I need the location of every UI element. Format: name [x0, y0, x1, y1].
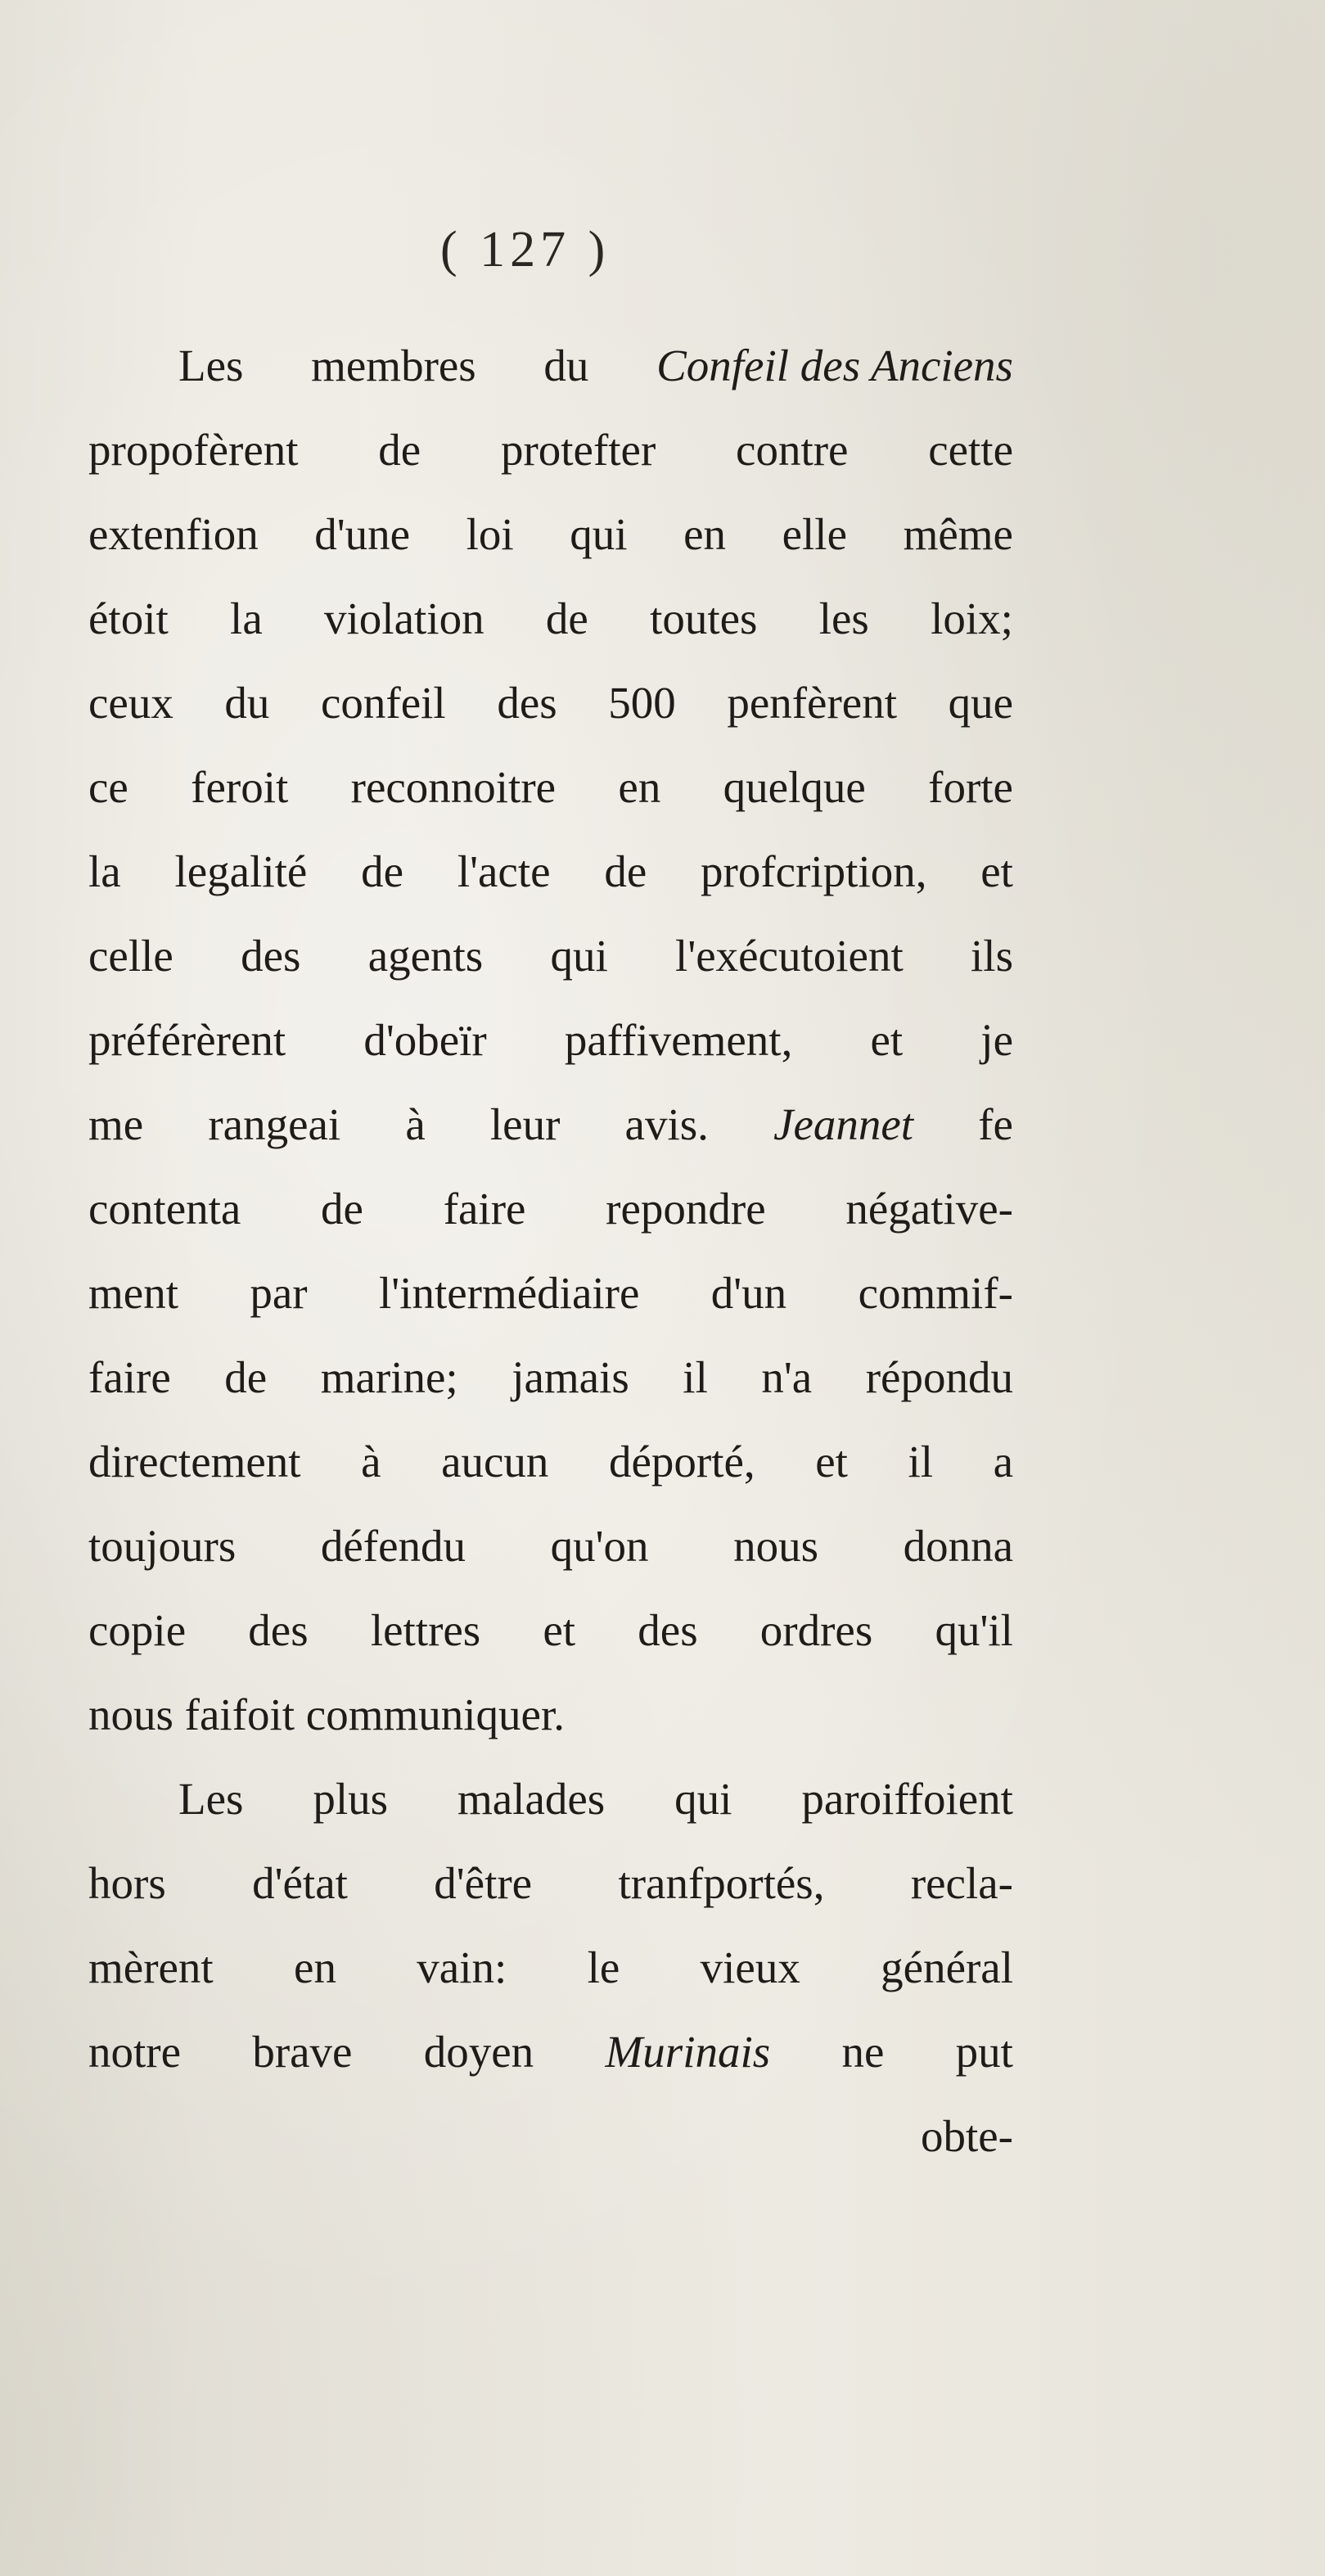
- word: étoit: [88, 593, 169, 643]
- word: qui: [570, 509, 628, 559]
- word: même: [903, 509, 1013, 559]
- word: vain:: [417, 1942, 507, 1992]
- text-line: [88, 745, 1013, 829]
- text-line: [88, 1588, 1013, 1672]
- text-line: [88, 576, 1013, 661]
- word: aucun: [441, 1437, 549, 1487]
- word: déporté,: [608, 1437, 755, 1487]
- word: l'intermédiaire: [379, 1268, 640, 1318]
- word: qui: [550, 931, 608, 981]
- word: faire: [443, 1184, 526, 1234]
- word: répondu: [865, 1352, 1013, 1402]
- word: qu'il: [935, 1605, 1013, 1655]
- word: toutes: [650, 593, 758, 643]
- word: penfèrent: [727, 678, 897, 728]
- word: des: [638, 1605, 698, 1655]
- text-line: [88, 492, 1013, 576]
- word: confeil: [321, 678, 446, 728]
- word: d'un: [710, 1268, 787, 1318]
- word: l'acte: [457, 846, 551, 896]
- word: rangeai: [208, 1099, 341, 1149]
- text-line: [88, 323, 1013, 408]
- word: de: [604, 846, 647, 896]
- word: nous faifoit communiquer.: [88, 1690, 565, 1739]
- word: 500: [608, 678, 676, 728]
- word: qui: [674, 1774, 732, 1824]
- word: marine;: [320, 1352, 458, 1402]
- word: hors: [88, 1858, 166, 1908]
- word: et: [543, 1605, 576, 1655]
- word: négative-: [845, 1184, 1013, 1234]
- word: d'une: [314, 509, 411, 559]
- word: copie: [88, 1605, 187, 1655]
- text-line: [88, 1841, 1013, 1925]
- word: l'exécutoient: [675, 931, 904, 981]
- word: cette: [928, 425, 1013, 475]
- word: propofèrent: [88, 425, 299, 475]
- word: faire: [88, 1352, 171, 1402]
- text-line: [88, 998, 1013, 1082]
- word: elle: [782, 509, 847, 559]
- word: des: [241, 931, 301, 981]
- word: les: [818, 593, 869, 643]
- word: en: [618, 762, 661, 812]
- catchword: obte-: [920, 2111, 1013, 2161]
- text-line: [88, 661, 1013, 745]
- word: brave: [252, 2027, 353, 2077]
- word: et: [980, 846, 1013, 896]
- word: vieux: [700, 1942, 800, 1992]
- word: il: [683, 1352, 708, 1402]
- word: leur: [489, 1099, 561, 1149]
- paragraph: [88, 323, 1013, 1757]
- text-line: [88, 1166, 1013, 1251]
- word: à: [361, 1437, 381, 1487]
- word: Les: [178, 1774, 244, 1824]
- word: contre: [736, 425, 849, 475]
- text-line: [88, 1504, 1013, 1588]
- word: contenta: [88, 1184, 241, 1234]
- paragraph: [88, 1757, 1013, 2094]
- text-line: [88, 1757, 1013, 1841]
- word: jamais: [512, 1352, 629, 1402]
- word: du: [224, 678, 270, 728]
- page-number: ( 127 ): [440, 222, 611, 277]
- word: recla-: [910, 1858, 1013, 1908]
- word: la: [230, 593, 263, 643]
- word: a: [993, 1437, 1013, 1487]
- word: fe: [978, 1099, 1013, 1149]
- word: ment: [88, 1268, 178, 1318]
- word: me: [88, 1099, 144, 1149]
- word: la: [88, 846, 121, 896]
- word: loix;: [931, 593, 1013, 643]
- word: défendu: [320, 1521, 466, 1571]
- word: de: [545, 593, 588, 643]
- word: extenfion: [88, 509, 259, 559]
- text-line: [88, 914, 1013, 998]
- word: n'a: [761, 1352, 813, 1402]
- text-line: [88, 1082, 1013, 1166]
- body-text: [88, 323, 1013, 2178]
- word: paroiffoient: [801, 1774, 1013, 1824]
- word: celle: [88, 931, 174, 981]
- word: membres: [311, 341, 476, 390]
- word: directement: [88, 1437, 301, 1487]
- word: de: [321, 1184, 363, 1234]
- word: tranfportés,: [618, 1858, 825, 1908]
- text-line: [88, 829, 1013, 914]
- word: donna: [903, 1521, 1013, 1571]
- text-line: [88, 2010, 1013, 2094]
- catchword-line: [88, 2094, 1013, 2178]
- word: le: [587, 1942, 620, 1992]
- italic-word: Confeil des Anciens: [656, 341, 1013, 390]
- word: de: [361, 846, 404, 896]
- word: que: [948, 678, 1013, 728]
- word: il: [908, 1437, 934, 1487]
- word: ordres: [759, 1605, 873, 1655]
- text-line: [88, 408, 1013, 492]
- word: de: [224, 1352, 268, 1402]
- word: avis.: [624, 1099, 709, 1149]
- word: Les: [178, 341, 244, 390]
- word: à: [405, 1099, 426, 1149]
- text-line: [88, 1672, 1013, 1757]
- word: plus: [313, 1774, 389, 1824]
- word: violation: [324, 593, 484, 643]
- word: profcription,: [701, 846, 927, 896]
- word: nous: [733, 1521, 818, 1571]
- word: loi: [466, 509, 514, 559]
- word: forte: [928, 762, 1013, 812]
- word: legalité: [174, 846, 308, 896]
- word: des: [497, 678, 557, 728]
- word: d'état: [252, 1858, 348, 1908]
- word: agents: [367, 931, 484, 981]
- word: toujours: [88, 1521, 237, 1571]
- italic-word: Jeannet: [773, 1099, 914, 1149]
- text-line: [88, 1251, 1013, 1335]
- italic-word: Murinais: [605, 2027, 771, 2077]
- word: d'être: [434, 1858, 533, 1908]
- word: repondre: [606, 1184, 766, 1234]
- word: ils: [971, 931, 1013, 981]
- word: mèrent: [88, 1942, 214, 1992]
- word: quelque: [723, 762, 866, 812]
- word: commif-: [858, 1268, 1013, 1318]
- word: et: [870, 1015, 904, 1065]
- word: préférèrent: [88, 1015, 286, 1065]
- word: feroit: [191, 762, 289, 812]
- word: doyen: [423, 2027, 534, 2077]
- word: ne: [841, 2027, 885, 2077]
- word: ce: [88, 762, 128, 812]
- word: et: [815, 1437, 848, 1487]
- text-line: [88, 1335, 1013, 1419]
- word: par: [250, 1268, 308, 1318]
- word: je: [980, 1015, 1013, 1065]
- word: qu'on: [550, 1521, 649, 1571]
- word: d'obeïr: [363, 1015, 487, 1065]
- word: put: [955, 2027, 1013, 2077]
- word: ceux: [88, 678, 174, 728]
- word: des: [248, 1605, 309, 1655]
- word: du: [543, 341, 589, 390]
- word: lettres: [370, 1605, 481, 1655]
- word: reconnoitre: [350, 762, 557, 812]
- word: de: [378, 425, 421, 475]
- word: notre: [88, 2027, 182, 2077]
- text-line: [88, 1419, 1013, 1504]
- word: général: [881, 1942, 1013, 1992]
- word: malades: [457, 1774, 606, 1824]
- word: en: [683, 509, 727, 559]
- word: en: [294, 1942, 336, 1992]
- text-line: [88, 1925, 1013, 2010]
- word: paffivement,: [564, 1015, 793, 1065]
- word: protefter: [500, 425, 656, 475]
